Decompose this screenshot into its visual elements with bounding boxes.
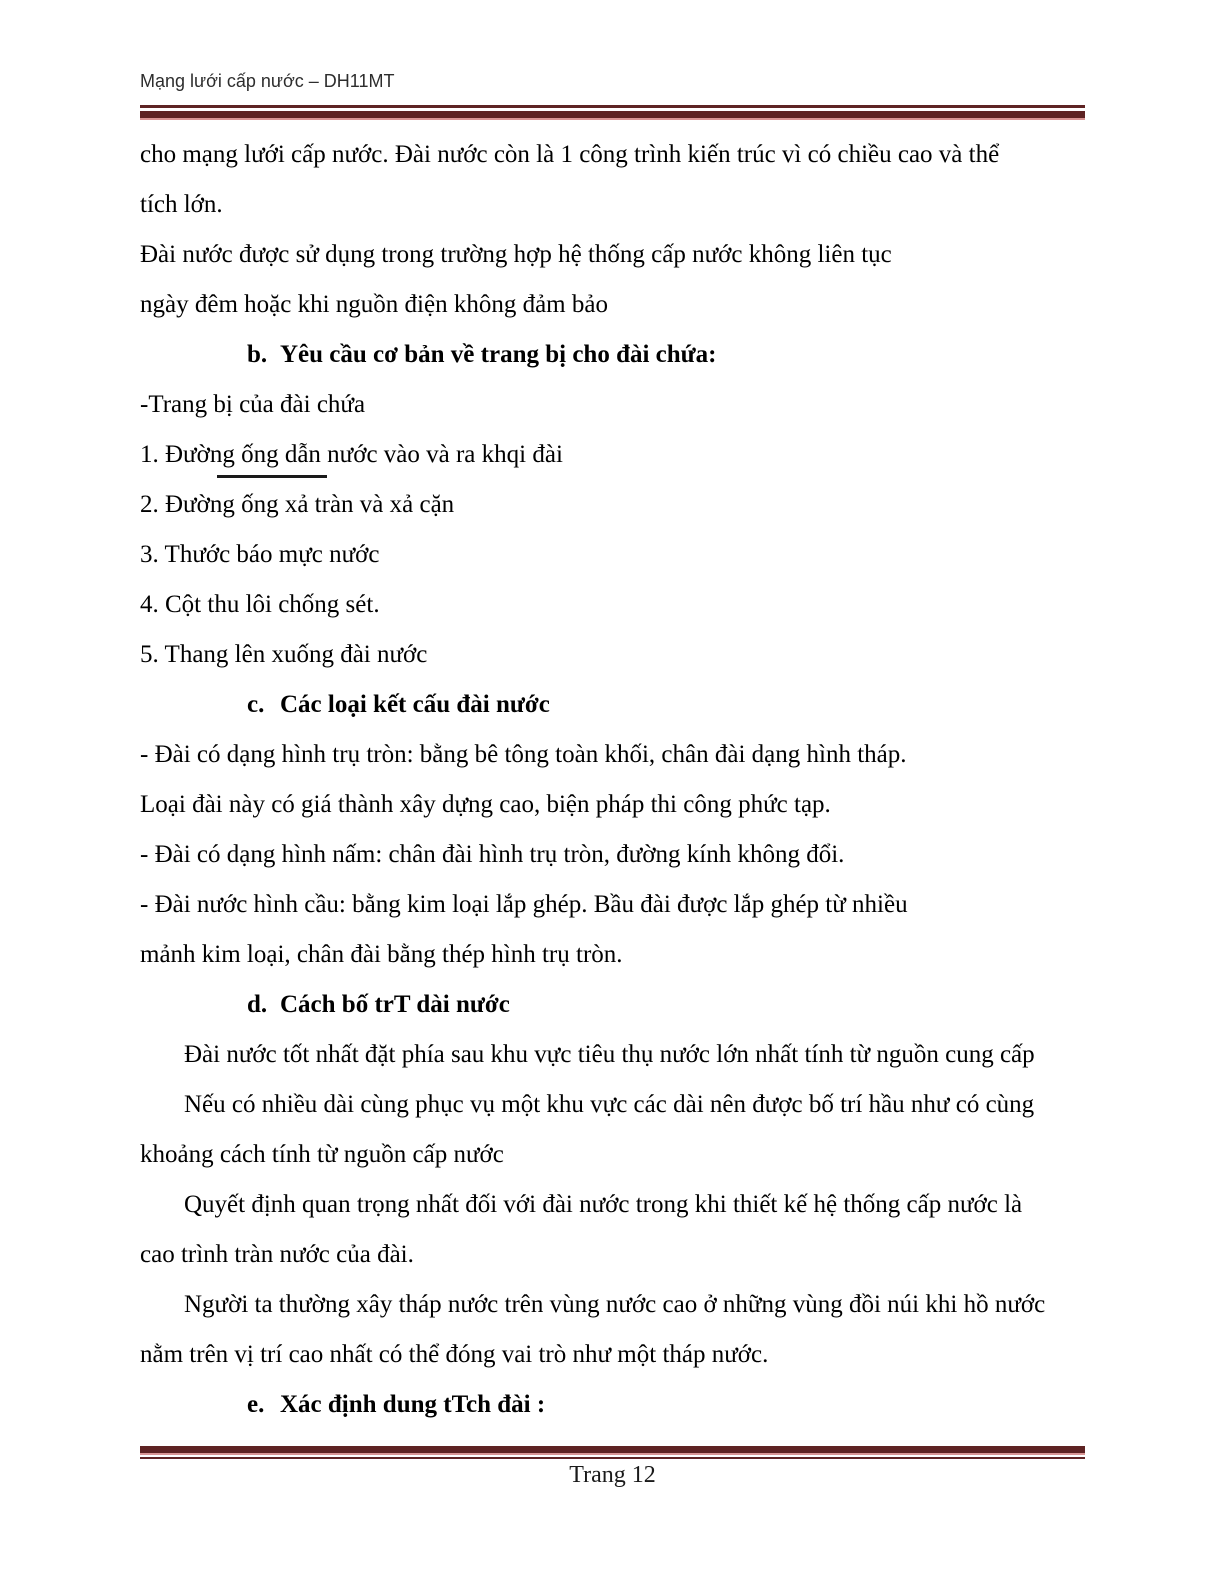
heading-marker: e.	[247, 1391, 265, 1418]
underline-mark	[217, 475, 327, 478]
text-line: Đài nước được sử dụng trong trường hợp hệ thống cấp nước không liên tục	[140, 241, 892, 268]
document-body	[140, 130, 1085, 1430]
text-line: nằm trên vị trí cao nhất có thể đóng vai trò như một tháp nước.	[140, 1341, 769, 1368]
text-line: Loại đài này có giá thành xây dựng cao, biện pháp thi công phức tạp.	[140, 791, 831, 818]
heading-text: Các loại kết cấu đài nước	[280, 691, 550, 718]
section-heading-e	[140, 1380, 1085, 1430]
footer-rule-thin-line	[140, 1457, 1085, 1459]
text-line: khoảng cách tính từ nguồn cấp nước	[140, 1141, 504, 1168]
heading-marker: d.	[247, 991, 268, 1018]
text-line: Quyết định quan trọng nhất đối với đài nước trong khi thiết kế hệ thống cấp nước là	[184, 1191, 1023, 1218]
footer-rule-thick-bar	[140, 1446, 1085, 1455]
footer-rule	[140, 1446, 1085, 1459]
text-line: tích lớn.	[140, 191, 223, 218]
header-rule	[140, 105, 1085, 120]
text-line: ngày đêm hoặc khi nguồn điện không đảm bảo	[140, 291, 608, 318]
text-line: -Trang bị của đài chứa	[140, 391, 366, 418]
document-header-title: Mạng lưới cấp nước – DH11MT	[140, 71, 395, 91]
text-line: cho mạng lưới cấp nước. Đài nước còn là 1 công trình kiến trúc vì có chiều cao và thể	[140, 141, 1000, 168]
text-line: 3. Thước báo mực nước	[140, 541, 380, 568]
text-line: - Đài có dạng hình nấm: chân đài hình trụ tròn, đường kính không đổi.	[140, 841, 845, 868]
text-line: - Đài có dạng hình trụ tròn: bằng bê tông toàn khối, chân đài dạng hình tháp.	[140, 741, 907, 768]
text-line: mảnh kim loại, chân đài bằng thép hình trụ tròn.	[140, 941, 623, 968]
heading-marker: b.	[247, 341, 268, 368]
text-line: Nếu có nhiều dài cùng phục vụ một khu vực các dài nên được bố trí hầu như có cùng	[184, 1091, 1035, 1118]
heading-text: Xác định dung tTch đài :	[280, 1391, 546, 1418]
text-line: - Đài nước hình cầu: bằng kim loại lắp ghép. Bầu đài được lắp ghép từ nhiều	[140, 891, 908, 918]
text-line: 4. Cột thu lôi chống sét.	[140, 591, 380, 618]
heading-text: Yêu cầu cơ bản về trang bị cho đài chứa:	[280, 341, 717, 368]
section-heading-d	[140, 980, 1085, 1030]
text-line: cao trình tràn nước của đài.	[140, 1241, 414, 1268]
list-item-text: 1. Đường ống dẫn nước vào và ra khqi đài	[140, 441, 563, 468]
text-line: 2. Đường ống xả tràn và xả cặn	[140, 491, 455, 518]
text-line: Người ta thường xây tháp nước trên vùng nước cao ở những vùng đồi núi khi hồ nước	[184, 1291, 1046, 1318]
text-line: Đài nước tốt nhất đặt phía sau khu vực tiêu thụ nước lớn nhất tính từ nguồn cung cấp	[184, 1041, 1035, 1068]
page-number: Trang 12	[569, 1462, 656, 1488]
heading-text: Cách bố trT dài nước	[280, 991, 510, 1018]
heading-marker: c.	[247, 691, 265, 718]
section-heading-b	[140, 330, 1085, 380]
text-line	[140, 430, 1085, 480]
header-rule-thick-bar	[140, 111, 1085, 120]
section-heading-c	[140, 680, 1085, 730]
text-line: 5. Thang lên xuống đài nước	[140, 641, 428, 668]
